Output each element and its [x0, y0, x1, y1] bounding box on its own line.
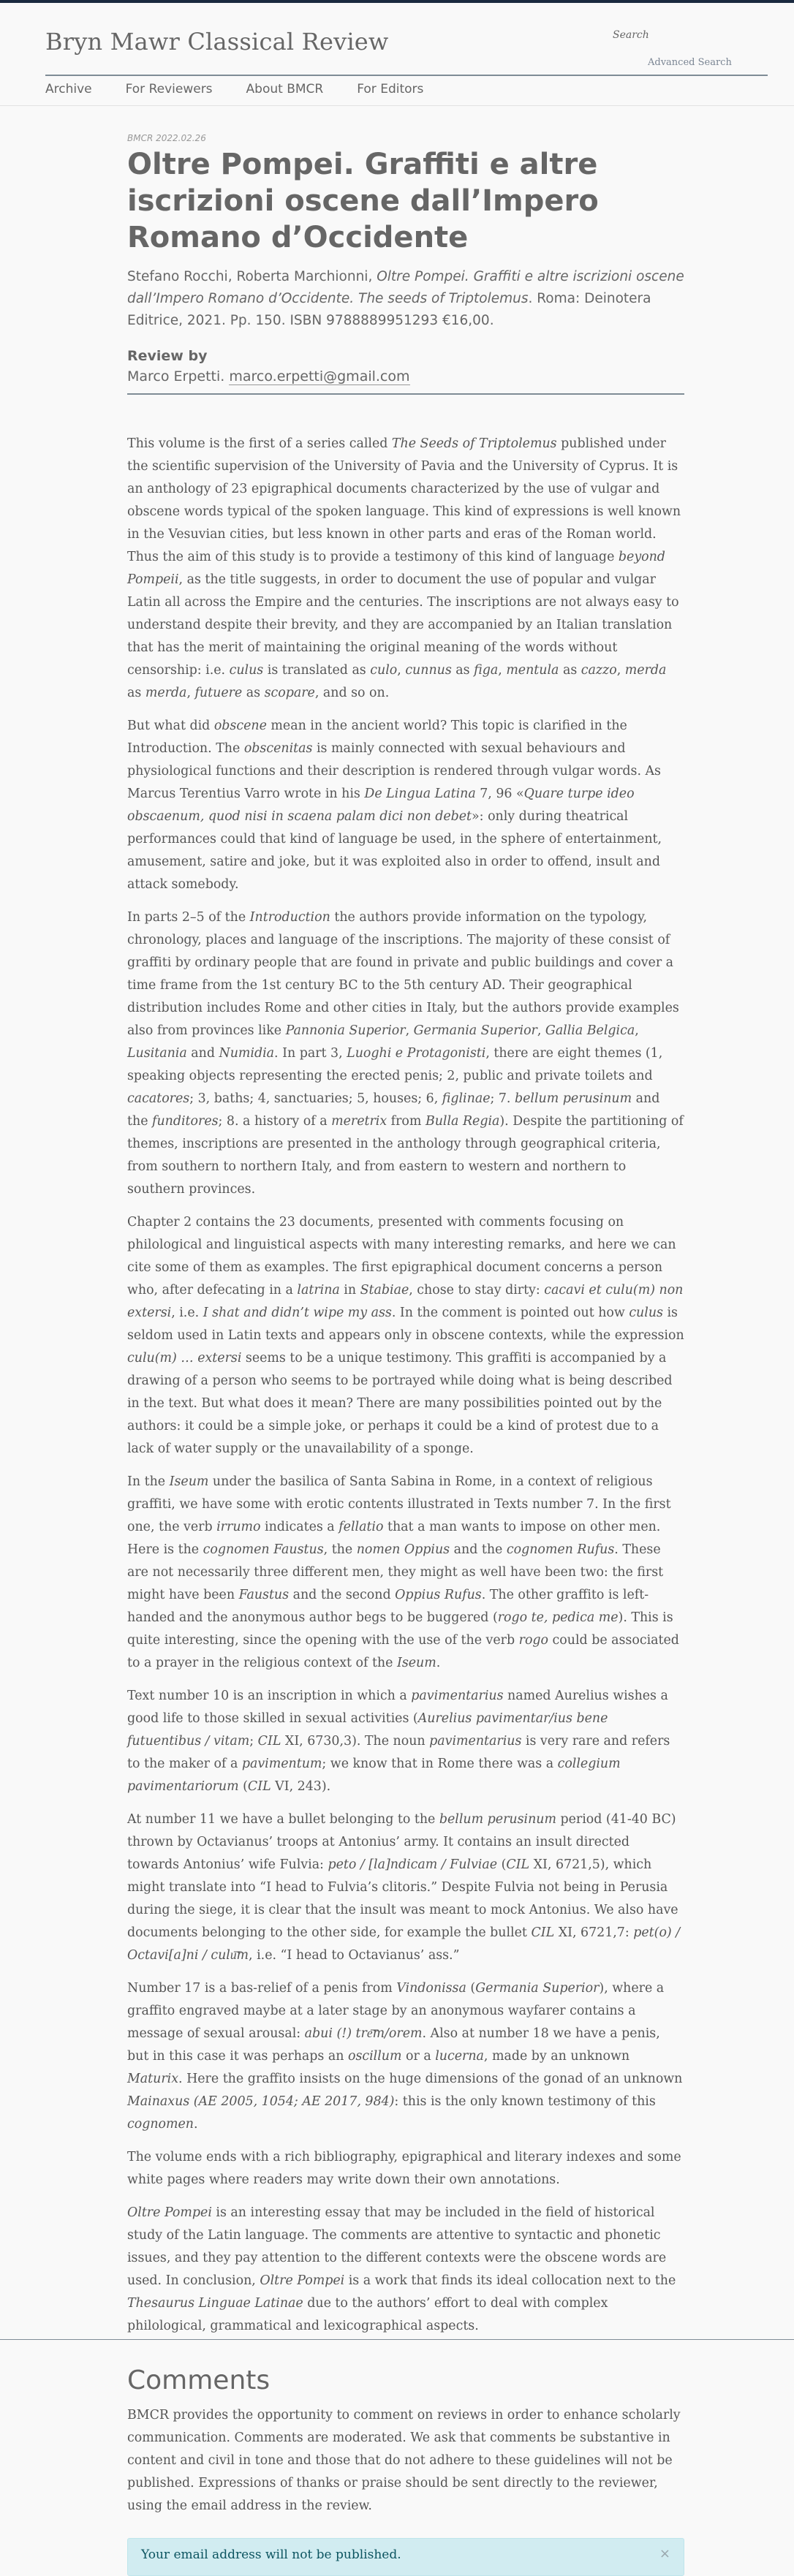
paragraph-italic-text: cacavi et culu(m) non extersi	[127, 1283, 684, 1320]
paragraph-italic-text: bellum perusinum	[515, 1091, 632, 1106]
review-paragraph	[127, 1977, 684, 2136]
paragraph-text: ; 7.	[490, 1091, 515, 1106]
paragraph-text: , there are eight themes (1, speaking objects representing the erected penis; 2, public and private toilets and	[127, 1046, 663, 1083]
review-paragraph	[127, 1685, 684, 1798]
paragraph-text: But what did	[127, 719, 214, 733]
paragraph-text: Text number 10 is an inscription in which a	[127, 1689, 412, 1703]
comments-heading: Comments	[127, 2365, 271, 2395]
paragraph-italic-text: Oltre Pompei	[127, 2205, 212, 2220]
paragraph-italic-text: beyond Pompeii	[127, 550, 665, 587]
paragraph-italic-text: figa	[474, 663, 499, 678]
paragraph-italic-text: pavimentarius	[411, 1689, 504, 1703]
paragraph-text: ,	[405, 1023, 414, 1038]
review-paragraph	[127, 715, 684, 896]
paragraph-text: ,	[186, 686, 195, 700]
paragraph-text: (	[238, 1779, 248, 1794]
paragraph-text: and the	[127, 1091, 660, 1129]
paragraph-italic-text: irrumo	[216, 1520, 261, 1534]
paragraph-italic-text: Introduction	[249, 910, 330, 925]
comments-policy: BMCR provides the opportunity to comment on reviews in order to enhance scholarly communication. Comments are moderated. We ask that comments be substantive in content and civil in tone and those that do not adhere to these guidelines will not be published. Expressions of thanks or praise should be sent directly to the reviewer, using the email address in the review.	[127, 2408, 681, 2513]
paragraph-italic-text: pet(o) / Octavi[a]ni / culu͞m	[127, 1925, 681, 1963]
paragraph-italic-text: merda	[145, 686, 187, 700]
paragraph-text: , i.e.	[171, 1306, 203, 1320]
paragraph-text: is a work that finds its ideal collocation next to the	[344, 2273, 676, 2288]
paragraph-italic-text: Vindonissa	[396, 1981, 466, 1996]
paragraph-text: from	[387, 1114, 426, 1129]
paragraph-italic-text: culu(m) … extersi	[127, 1351, 242, 1365]
close-icon[interactable]: ×	[659, 2546, 670, 2561]
paragraph-text: , i.e. “I head to Octavianus’ ass.”	[249, 1948, 460, 1963]
paragraph-italic-text: Aurelius pavimentar/ius bene futuentibus / vitam	[127, 1711, 608, 1749]
paragraph-italic-text: obscene	[213, 719, 267, 733]
paragraph-italic-text: Luoghi e Protagonisti	[347, 1046, 486, 1061]
paragraph-text: is translated as	[263, 663, 371, 678]
paragraph-text: . Also at number 18 we have a penis, but in this case it was perhaps an	[127, 2026, 660, 2064]
paragraph-italic-text: Oltre Pompei	[260, 2273, 345, 2288]
paragraph-text: mean in the ancient world? This topic is clarified in the Introduction. The	[127, 719, 627, 756]
paragraph-italic-text: merda	[624, 663, 667, 678]
paragraph-text: (	[497, 1857, 507, 1872]
paragraph-text: as	[451, 663, 474, 678]
paragraph-italic-text: abui (!) tre͞m/orem	[304, 2026, 423, 2041]
paragraph-text: and	[186, 1046, 219, 1061]
paragraph-text: ,	[616, 663, 625, 678]
paragraph-text: VI, 243).	[271, 1779, 331, 1794]
paragraph-italic-text: oscillum	[347, 2049, 402, 2064]
paragraph-italic-text: Lusitania	[127, 1046, 187, 1061]
paragraph-italic-text: latrina	[297, 1283, 340, 1298]
paragraph-italic-text: Numidia	[219, 1046, 275, 1061]
review-date: BMCR 2022.02.26	[127, 133, 206, 143]
paragraph-text: or a	[401, 2049, 436, 2064]
paragraph-text: ,	[537, 1023, 545, 1038]
paragraph-italic-text: cognomen Rufus	[506, 1542, 615, 1557]
paragraph-text: seems to be a unique testimony. This graffiti is accompanied by a drawing of a person who seems to be portrayed while doing what is being described in the text. But what does it mean? There are many possibilities pointed out by the authors: it could be a simple joke, or perhaps it could be a kind of protest due to a lack of water supply or the unavailability of a sponge.	[127, 1351, 673, 1456]
paragraph-text: ,	[397, 663, 406, 678]
paragraph-italic-text: culo	[370, 663, 398, 678]
paragraph-text: , the	[323, 1542, 357, 1557]
comments-section	[127, 2365, 684, 2576]
paragraph-italic-text: nomen Oppius	[356, 1542, 450, 1557]
paragraph-text: period (41-40 BC) thrown by Octavianus’ troops at Antonius’ army. It contains an insult directed towards Antonius’ wife Fulvia:	[127, 1812, 676, 1872]
paragraph-italic-text: meretrix	[331, 1114, 387, 1129]
advanced-search-link[interactable]: Advanced Search	[648, 57, 732, 68]
paragraph-text: The volume ends with a rich bibliography, epigraphical and literary indexes and some white pages where readers may write down their own annotations.	[127, 2150, 681, 2187]
citation-book-title: Oltre Pompei. Graffiti e altre iscrizioni oscene dall’Impero Romano d’Occidente. The seeds of Triptolemus	[127, 269, 684, 306]
paragraph-text: Chapter 2 contains the 23 documents, presented with comments focusing on philological and linguistical aspects with many interesting remarks, and here we can cite some of them as examples. The first epigraphical document concerns a person who, after defecating in a	[127, 1215, 676, 1298]
citation-publication: . Roma: Deinotera Editrice, 2021. Pp. 150. ISBN 9788889951293 €16,00.	[127, 291, 651, 328]
site-header	[0, 3, 794, 106]
header-divider	[45, 75, 768, 76]
paragraph-italic-text: Pannonia Superior	[285, 1023, 406, 1038]
paragraph-text: ). Despite the partitioning of themes, inscriptions are presented in the anthology through geographical criteria, from southern to northern Italy, and from eastern to western and northern to southern provinces.	[127, 1114, 684, 1197]
paragraph-text: .	[436, 1656, 441, 1670]
paragraph-text: could be associated to a prayer in the religious context of the	[127, 1633, 679, 1670]
paragraph-text: 7, 96 «	[475, 787, 524, 801]
paragraph-text: ,	[498, 663, 507, 678]
paragraph-italic-text: Thesaurus Linguae Latinae	[127, 2296, 303, 2311]
paragraph-italic-text: scopare	[264, 686, 315, 700]
book-citation	[127, 266, 684, 332]
paragraph-italic-text: pavimentum	[241, 1757, 322, 1771]
paragraph-italic-text: Maturix	[127, 2072, 179, 2086]
paragraph-text: ; 3, baths; 4, sanctuaries; 5, houses; 6,	[189, 1091, 442, 1106]
paragraph-italic-text: bellum perusinum	[439, 1812, 556, 1827]
review-paragraph	[127, 2146, 684, 2192]
paragraph-text: due to the authors’ effort to deal with complex philological, grammatical and lexicographical aspects.	[127, 2296, 608, 2333]
paragraph-text: . Here the graffito insists on the huge dimensions of the gonad of an unknown	[178, 2072, 683, 2086]
paragraph-text: , and so on.	[314, 686, 390, 700]
review-paragraph	[127, 2202, 684, 2338]
paragraph-text: XI, 6730,3). The noun	[281, 1734, 430, 1749]
paragraph-text: ), where a graffito engraved maybe at a later stage by an anonymous wayfarer contains a message of sexual arousal:	[127, 1981, 665, 2041]
paragraph-text: , made by an unknown	[483, 2049, 630, 2064]
paragraph-italic-text: CIL	[247, 1779, 271, 1794]
reviewer-email-link[interactable]: marco.erpetti@gmail.com	[229, 368, 410, 384]
paragraph-italic-text: culus	[229, 663, 264, 678]
nav-for-editors[interactable]: For Editors	[357, 82, 424, 96]
review-paragraph	[127, 1808, 684, 1967]
paragraph-text: named Aurelius wishes a good life to those skilled in sexual activities (	[127, 1689, 668, 1726]
search-input[interactable]: Search	[613, 29, 649, 41]
paragraph-text: XI, 6721,7:	[554, 1925, 634, 1940]
paragraph-text: as	[127, 686, 145, 700]
paragraph-text: ;	[249, 1734, 258, 1749]
paragraph-italic-text: De Lingua Latina	[364, 787, 476, 801]
review-by-label: Review by	[127, 348, 208, 364]
paragraph-italic-text: rogo	[518, 1633, 549, 1648]
paragraph-text: is mainly connected with sexual behaviours and physiological functions and their description is rendered through vulgar words. As Marcus Terentius Varro wrote in his	[127, 741, 661, 801]
reviewer	[127, 368, 684, 384]
paragraph-text: ,	[635, 1023, 639, 1038]
paragraph-text: In parts 2–5 of the	[127, 910, 250, 925]
paragraph-text: »: only during theatrical performances could that kind of language be used, in the sphere of entertainment, amusement, satire and joke, but it was exploited also in order to offend, insult and attack somebody.	[127, 809, 662, 892]
review-paragraph	[127, 906, 684, 1201]
review-title: Oltre Pompei. Graffiti e altre iscrizioni oscene dall’Impero Romano d’Occidente	[127, 148, 599, 254]
paragraph-italic-text: CIL	[531, 1925, 555, 1940]
paragraph-text: . In part 3,	[274, 1046, 347, 1061]
paragraph-italic-text: cognomen	[127, 2117, 194, 2132]
paragraph-italic-text: collegium pavimentariorum	[127, 1757, 621, 1794]
paragraph-italic-text: cacatores	[127, 1091, 190, 1106]
paragraph-text: At number 11 we have a bullet belonging to the	[127, 1812, 439, 1827]
paragraph-italic-text: futuere	[194, 686, 243, 700]
paragraph-italic-text: funditores	[152, 1114, 219, 1129]
paragraph-italic-text: Iseum	[396, 1656, 436, 1670]
review-body	[127, 433, 684, 2338]
nav-archive[interactable]: Archive	[45, 82, 92, 96]
paragraph-italic-text: I shat and didn’t wipe my ass	[203, 1306, 392, 1320]
paragraph-italic-text: cunnus	[405, 663, 452, 678]
paragraph-text: This volume is the first of a series called	[127, 436, 392, 451]
paragraph-text: the authors provide information on the typology, chronology, places and language of the inscriptions. The majority of these consist of graffiti by ordinary people that are found in private and public buildings and cover a time frame from the 1st century BC to the 5th century AD. Their geographical distribution includes Rome and other cities in Italy, but the authors provide examples also from provinces like	[127, 910, 679, 1038]
paragraph-text: ). This is quite interesting, since the opening with the use of the verb	[127, 1610, 673, 1648]
paragraph-text: . In the comment is pointed out how	[391, 1306, 629, 1320]
meta-divider	[127, 393, 684, 395]
paragraph-italic-text: culus	[629, 1306, 663, 1320]
paragraph-italic-text: Bulla Regia	[425, 1114, 500, 1129]
citation-authors: Stefano Rocchi, Roberta Marchionni,	[127, 269, 377, 284]
site-title[interactable]: Bryn Mawr Classical Review	[45, 28, 389, 56]
paragraph-text: .	[194, 2117, 198, 2132]
paragraph-italic-text: peto / [la]ndicam / Fulviae	[328, 1857, 498, 1872]
paragraph-text: : this is the only known testimony of this	[394, 2094, 656, 2109]
paragraph-italic-text: fellatio	[339, 1520, 384, 1534]
reviewer-name: Marco Erpetti.	[127, 368, 225, 384]
main-nav	[45, 82, 457, 96]
paragraph-italic-text: Germania Superior	[475, 1981, 600, 1996]
paragraph-text: in	[339, 1283, 360, 1298]
paragraph-text: is an interesting essay that may be included in the field of historical study of the Latin language. The comments are attentive to syntactic and phonetic issues, and they pay attention to the different contexts were the obscene words are used. In conclusion,	[127, 2205, 667, 2288]
paragraph-italic-text: Gallia Belgica	[545, 1023, 635, 1038]
paragraph-text: under the basilica of Santa Sabina in Rome, in a context of religious graffiti, we have some with erotic contents illustrated in Texts number 7. In the first one, the verb	[127, 1474, 671, 1534]
nav-for-reviewers[interactable]: For Reviewers	[125, 82, 213, 96]
paragraph-text: ; we know that in Rome there was a	[322, 1757, 558, 1771]
paragraph-text: In the	[127, 1474, 170, 1489]
review-article	[127, 133, 684, 2348]
review-paragraph	[127, 433, 684, 705]
paragraph-italic-text: obscenitas	[243, 741, 313, 756]
paragraph-italic-text: Quare turpe ideo obscaenum, quod nisi in scaena palam dici non debet	[127, 787, 635, 824]
paragraph-text: is seldom used in Latin texts and appears only in obscene contexts, while the expression	[127, 1306, 684, 1343]
paragraph-text: and the second	[289, 1588, 396, 1602]
paragraph-text: indicates a	[260, 1520, 339, 1534]
paragraph-text: as	[242, 686, 265, 700]
paragraph-italic-text: Germania Superior	[413, 1023, 537, 1038]
paragraph-italic-text: Iseum	[169, 1474, 209, 1489]
nav-about-bmcr[interactable]: About BMCR	[246, 82, 324, 96]
paragraph-italic-text: pavimentarius	[429, 1734, 522, 1749]
paragraph-italic-text: Mainaxus (AE 2005, 1054; AE 2017, 984)	[127, 2094, 395, 2109]
paragraph-text: (	[466, 1981, 476, 1996]
paragraph-text: . These are not necessarily three different men, they might as well have been two: the first might have been	[127, 1542, 664, 1602]
paragraph-italic-text: lucerna	[435, 2049, 484, 2064]
review-paragraph	[127, 1471, 684, 1675]
email-notice	[127, 2538, 684, 2576]
paragraph-italic-text: Oppius Rufus	[395, 1588, 482, 1602]
paragraph-italic-text: CIL	[257, 1734, 281, 1749]
paragraph-text: ; 8. a history of a	[218, 1114, 332, 1129]
paragraph-text: Number 17 is a bas-relief of a penis from	[127, 1981, 397, 1996]
comments-divider	[0, 2339, 794, 2340]
paragraph-italic-text: Faustus	[238, 1588, 290, 1602]
paragraph-text: as	[559, 663, 581, 678]
paragraph-text: published under the scientific supervision of the University of Pavia and the University of Cyprus. It is an anthology of 23 epigraphical documents characterized by the use of vulgar and obscene words typical of the spoken language. This kind of expressions is well known in the Vesuvian cities, but less known in other parts and eras of the Roman world. Thus the aim of this study is to provide a testimony of this kind of language	[127, 436, 681, 564]
paragraph-text: and the	[450, 1542, 507, 1557]
review-paragraph	[127, 1211, 684, 1461]
paragraph-italic-text: cognomen Faustus	[203, 1542, 324, 1557]
paragraph-italic-text: CIL	[506, 1857, 530, 1872]
paragraph-text: XI, 6721,5), which might translate into “I head to Fulvia’s clitoris.” Despite Fulvia not being in Perusia during the siege, it is clear that the insult was meant to mock Antonius. We also have documents belonging to the other side, for example the bullet	[127, 1857, 678, 1940]
paragraph-italic-text: figlinae	[442, 1091, 491, 1106]
paragraph-text: . The other graffito is left-handed and the anonymous author begs to be buggered (	[127, 1588, 649, 1625]
email-notice-text: Your email address will not be published.	[141, 2547, 401, 2562]
paragraph-italic-text: The Seeds of Triptolemus	[391, 436, 557, 451]
paragraph-text: is very rare and refers to the maker of a	[127, 1734, 670, 1771]
paragraph-italic-text: rogo te, pedica me	[497, 1610, 619, 1625]
paragraph-text: , as the title suggests, in order to document the use of popular and vulgar Latin all across the Empire and the centuries. The inscriptions are not always easy to understand despite their brevity, and they are accompanied by an Italian translation that has the merit of maintaining the original meaning of the words without censorship: i.e.	[127, 572, 679, 678]
paragraph-text: , chose to stay dirty:	[409, 1283, 545, 1298]
paragraph-italic-text: Stabiae	[360, 1283, 409, 1298]
paragraph-text: that a man wants to impose on other men. Here is the	[127, 1520, 661, 1557]
paragraph-italic-text: cazzo	[581, 663, 617, 678]
paragraph-italic-text: mentula	[506, 663, 559, 678]
